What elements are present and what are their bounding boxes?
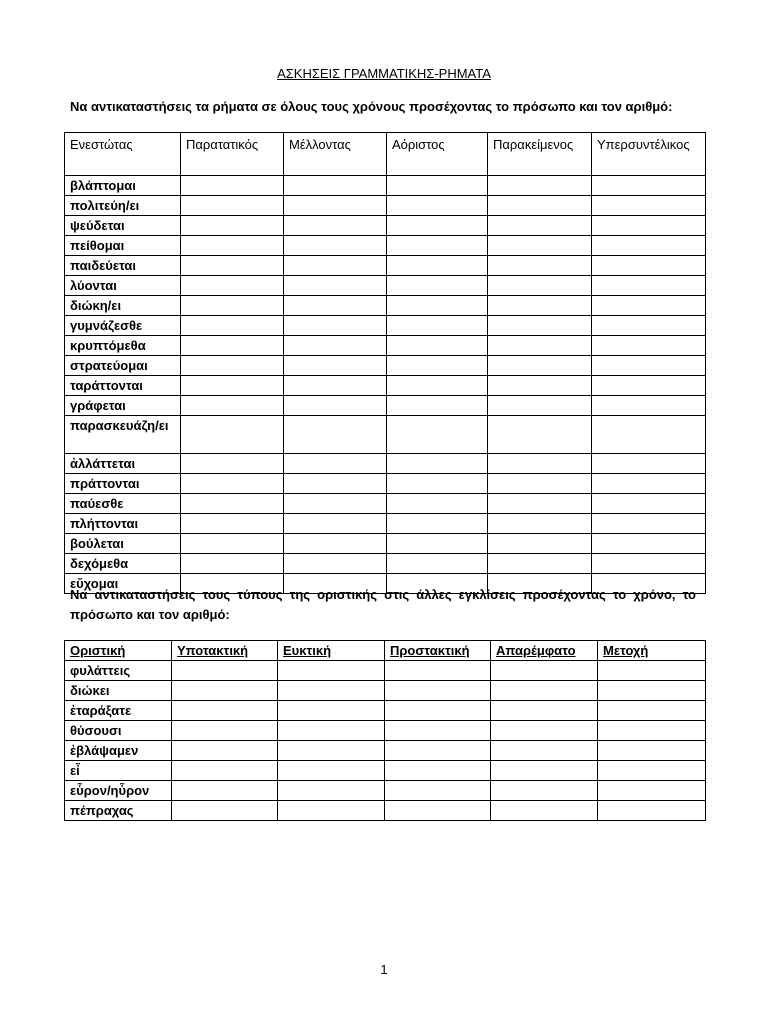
answer-cell[interactable] xyxy=(385,801,491,821)
verb-cell: πράττονται xyxy=(65,474,181,494)
answer-cell[interactable] xyxy=(172,801,278,821)
answer-cell[interactable] xyxy=(284,416,387,454)
answer-cell[interactable] xyxy=(385,761,491,781)
answer-cell[interactable] xyxy=(592,554,706,574)
verb-cell: βούλεται xyxy=(65,534,181,554)
column-header: Αόριστος xyxy=(387,133,488,176)
verb-cell: εὔχομαι xyxy=(65,574,181,594)
column-header: Ενεστώτας xyxy=(65,133,181,176)
answer-cell[interactable] xyxy=(385,781,491,801)
table-row xyxy=(65,196,706,216)
answer-cell[interactable] xyxy=(598,721,706,741)
table-row xyxy=(65,721,706,741)
answer-cell[interactable] xyxy=(488,316,592,336)
answer-cell[interactable] xyxy=(387,454,488,474)
verb-cell: ψεύδεται xyxy=(65,216,181,236)
answer-cell[interactable] xyxy=(491,761,598,781)
answer-cell[interactable] xyxy=(491,721,598,741)
answer-cell[interactable] xyxy=(278,681,385,701)
answer-cell[interactable] xyxy=(284,376,387,396)
instruction-2: Να αντικαταστήσεις τους τύπους της οριστικής στις άλλες εγκλίσεις προσέχοντας το χρόνο, το πρόσωπο και τον αριθμό: xyxy=(70,587,696,622)
answer-cell[interactable] xyxy=(387,416,488,454)
answer-cell[interactable] xyxy=(488,216,592,236)
verb-cell: γυμνάζεσθε xyxy=(65,316,181,336)
answer-cell[interactable] xyxy=(592,316,706,336)
table-row xyxy=(65,534,706,554)
answer-cell[interactable] xyxy=(592,356,706,376)
table-row xyxy=(65,316,706,336)
verb-cell: πείθομαι xyxy=(65,236,181,256)
answer-cell[interactable] xyxy=(278,781,385,801)
answer-cell[interactable] xyxy=(181,474,284,494)
answer-cell[interactable] xyxy=(592,474,706,494)
answer-cell[interactable] xyxy=(598,801,706,821)
answer-cell[interactable] xyxy=(278,761,385,781)
answer-cell[interactable] xyxy=(592,396,706,416)
answer-cell[interactable] xyxy=(598,761,706,781)
answer-cell[interactable] xyxy=(488,296,592,316)
table-row xyxy=(65,474,706,494)
verb-cell: εἶ xyxy=(65,761,172,781)
answer-cell[interactable] xyxy=(181,376,284,396)
answer-cell[interactable] xyxy=(284,236,387,256)
answer-cell[interactable] xyxy=(172,681,278,701)
answer-cell[interactable] xyxy=(181,196,284,216)
table-row xyxy=(65,554,706,574)
answer-cell[interactable] xyxy=(278,801,385,821)
answer-cell[interactable] xyxy=(488,336,592,356)
table-row xyxy=(65,661,706,681)
column-header: Παρατατικός xyxy=(181,133,284,176)
answer-cell[interactable] xyxy=(172,721,278,741)
answer-cell[interactable] xyxy=(284,474,387,494)
answer-cell[interactable] xyxy=(181,454,284,474)
verb-cell: παρασκευάζη/ει xyxy=(65,416,181,454)
verb-cell: γράφεται xyxy=(65,396,181,416)
answer-cell[interactable] xyxy=(592,256,706,276)
answer-cell[interactable] xyxy=(598,781,706,801)
column-header: Μέλλοντας xyxy=(284,133,387,176)
answer-cell[interactable] xyxy=(278,661,385,681)
answer-cell[interactable] xyxy=(491,781,598,801)
table-row xyxy=(65,494,706,514)
answer-cell[interactable] xyxy=(284,296,387,316)
answer-cell[interactable] xyxy=(284,356,387,376)
answer-cell[interactable] xyxy=(385,661,491,681)
table-row xyxy=(65,176,706,196)
verb-cell: ἐβλάψαμεν xyxy=(65,741,172,761)
verb-cell: δεχόμεθα xyxy=(65,554,181,574)
table-row xyxy=(65,741,706,761)
answer-cell[interactable] xyxy=(387,276,488,296)
column-header: Υποτακτική xyxy=(172,641,278,661)
answer-cell[interactable] xyxy=(488,474,592,494)
answer-cell[interactable] xyxy=(387,176,488,196)
verb-cell: λύονται xyxy=(65,276,181,296)
answer-cell[interactable] xyxy=(488,236,592,256)
answer-cell[interactable] xyxy=(181,554,284,574)
column-header: Προστακτική xyxy=(385,641,491,661)
verb-cell: στρατεύομαι xyxy=(65,356,181,376)
table-row xyxy=(65,514,706,534)
table-row xyxy=(65,336,706,356)
column-header: Οριστική xyxy=(65,641,172,661)
table-row xyxy=(65,296,706,316)
answer-cell[interactable] xyxy=(181,494,284,514)
column-header: Υπερσυντέλικος xyxy=(592,133,706,176)
answer-cell[interactable] xyxy=(387,474,488,494)
answer-cell[interactable] xyxy=(172,701,278,721)
table-row xyxy=(65,356,706,376)
column-header: Μετοχή xyxy=(598,641,706,661)
header-row xyxy=(65,133,706,176)
answer-cell[interactable] xyxy=(592,534,706,554)
table-row xyxy=(65,454,706,474)
answer-cell[interactable] xyxy=(491,681,598,701)
answer-cell[interactable] xyxy=(488,176,592,196)
verb-cell: διώκη/ει xyxy=(65,296,181,316)
answer-cell[interactable] xyxy=(488,554,592,574)
verb-cell: παιδεύεται xyxy=(65,256,181,276)
answer-cell[interactable] xyxy=(172,761,278,781)
verb-cell: ταράττονται xyxy=(65,376,181,396)
answer-cell[interactable] xyxy=(592,296,706,316)
verb-cell: βλάπτομαι xyxy=(65,176,181,196)
header-row xyxy=(65,641,706,661)
answer-cell[interactable] xyxy=(181,336,284,356)
answer-cell[interactable] xyxy=(488,356,592,376)
answer-cell[interactable] xyxy=(488,256,592,276)
answer-cell[interactable] xyxy=(284,196,387,216)
answer-cell[interactable] xyxy=(284,176,387,196)
answer-cell[interactable] xyxy=(387,514,488,534)
answer-cell[interactable] xyxy=(387,316,488,336)
answer-cell[interactable] xyxy=(284,216,387,236)
answer-cell[interactable] xyxy=(181,514,284,534)
answer-cell[interactable] xyxy=(592,454,706,474)
answer-cell[interactable] xyxy=(488,276,592,296)
table-row xyxy=(65,701,706,721)
answer-cell[interactable] xyxy=(592,514,706,534)
moods-table xyxy=(64,640,706,821)
column-header: Ευκτική xyxy=(278,641,385,661)
answer-cell[interactable] xyxy=(592,276,706,296)
verb-cell: ἀλλάττεται xyxy=(65,454,181,474)
answer-cell[interactable] xyxy=(491,701,598,721)
table-row xyxy=(65,236,706,256)
answer-cell[interactable] xyxy=(284,494,387,514)
column-header: Παρακείμενος xyxy=(488,133,592,176)
table-row xyxy=(65,801,706,821)
verb-cell: ἐταράξατε xyxy=(65,701,172,721)
answer-cell[interactable] xyxy=(284,256,387,276)
answer-cell[interactable] xyxy=(387,216,488,236)
answer-cell[interactable] xyxy=(385,721,491,741)
answer-cell[interactable] xyxy=(385,701,491,721)
answer-cell[interactable] xyxy=(181,176,284,196)
table-row xyxy=(65,396,706,416)
column-header: Απαρέμφατο xyxy=(491,641,598,661)
answer-cell[interactable] xyxy=(181,396,284,416)
answer-cell[interactable] xyxy=(278,741,385,761)
verb-cell: πέπραχας xyxy=(65,801,172,821)
answer-cell[interactable] xyxy=(491,801,598,821)
answer-cell[interactable] xyxy=(598,701,706,721)
answer-cell[interactable] xyxy=(592,236,706,256)
answer-cell[interactable] xyxy=(488,494,592,514)
verb-cell: θύσουσι xyxy=(65,721,172,741)
answer-cell[interactable] xyxy=(181,534,284,554)
answer-cell[interactable] xyxy=(488,376,592,396)
answer-cell[interactable] xyxy=(387,554,488,574)
answer-cell[interactable] xyxy=(598,681,706,701)
answer-cell[interactable] xyxy=(491,741,598,761)
answer-cell[interactable] xyxy=(387,196,488,216)
answer-cell[interactable] xyxy=(488,196,592,216)
table-row xyxy=(65,256,706,276)
answer-cell[interactable] xyxy=(181,276,284,296)
answer-cell[interactable] xyxy=(284,316,387,336)
answer-cell[interactable] xyxy=(592,196,706,216)
verb-cell: πλήττονται xyxy=(65,514,181,534)
answer-cell[interactable] xyxy=(387,396,488,416)
verb-cell: φυλάττεις xyxy=(65,661,172,681)
answer-cell[interactable] xyxy=(181,316,284,336)
answer-cell[interactable] xyxy=(172,781,278,801)
answer-cell[interactable] xyxy=(387,336,488,356)
page-title: ΑΣΚΗΣΕΙΣ ΓΡΑΜΜΑΤΙΚΗΣ-ΡΗΜΑΤΑ xyxy=(277,66,491,81)
verb-cell: πολιτεύη/ει xyxy=(65,196,181,216)
answer-cell[interactable] xyxy=(387,236,488,256)
answer-cell[interactable] xyxy=(181,356,284,376)
answer-cell[interactable] xyxy=(387,494,488,514)
answer-cell[interactable] xyxy=(488,514,592,534)
table-row xyxy=(65,416,706,454)
table-row xyxy=(65,276,706,296)
answer-cell[interactable] xyxy=(284,534,387,554)
answer-cell[interactable] xyxy=(592,176,706,196)
tenses-table xyxy=(64,132,706,594)
table-row xyxy=(65,216,706,236)
page-number: 1 xyxy=(380,962,388,977)
table-row xyxy=(65,376,706,396)
answer-cell[interactable] xyxy=(284,514,387,534)
answer-cell[interactable] xyxy=(488,454,592,474)
answer-cell[interactable] xyxy=(598,741,706,761)
answer-cell[interactable] xyxy=(172,661,278,681)
answer-cell[interactable] xyxy=(284,554,387,574)
answer-cell[interactable] xyxy=(284,336,387,356)
answer-cell[interactable] xyxy=(592,494,706,514)
answer-cell[interactable] xyxy=(284,276,387,296)
table-row xyxy=(65,761,706,781)
answer-cell[interactable] xyxy=(181,236,284,256)
answer-cell[interactable] xyxy=(488,416,592,454)
answer-cell[interactable] xyxy=(598,661,706,681)
answer-cell[interactable] xyxy=(181,256,284,276)
answer-cell[interactable] xyxy=(181,416,284,454)
answer-cell[interactable] xyxy=(278,701,385,721)
table-row xyxy=(65,681,706,701)
answer-cell[interactable] xyxy=(592,376,706,396)
answer-cell[interactable] xyxy=(491,661,598,681)
answer-cell[interactable] xyxy=(592,336,706,356)
answer-cell[interactable] xyxy=(387,296,488,316)
verb-cell: εὗρον/ηὗρον xyxy=(65,781,172,801)
verb-cell: διώκει xyxy=(65,681,172,701)
answer-cell[interactable] xyxy=(284,454,387,474)
verb-cell: παύεσθε xyxy=(65,494,181,514)
answer-cell[interactable] xyxy=(387,356,488,376)
answer-cell[interactable] xyxy=(172,741,278,761)
answer-cell[interactable] xyxy=(181,216,284,236)
answer-cell[interactable] xyxy=(592,416,706,454)
answer-cell[interactable] xyxy=(488,534,592,554)
answer-cell[interactable] xyxy=(385,681,491,701)
table-row xyxy=(65,781,706,801)
answer-cell[interactable] xyxy=(278,721,385,741)
answer-cell[interactable] xyxy=(387,256,488,276)
verb-cell: κρυπτόμεθα xyxy=(65,336,181,356)
answer-cell[interactable] xyxy=(284,396,387,416)
answer-cell[interactable] xyxy=(592,216,706,236)
answer-cell[interactable] xyxy=(181,296,284,316)
answer-cell[interactable] xyxy=(385,741,491,761)
answer-cell[interactable] xyxy=(488,396,592,416)
answer-cell[interactable] xyxy=(387,534,488,554)
instruction-1: Να αντικαταστήσεις τα ρήματα σε όλους τους χρόνους προσέχοντας το πρόσωπο και τον αριθμό: xyxy=(70,99,673,114)
answer-cell[interactable] xyxy=(387,376,488,396)
